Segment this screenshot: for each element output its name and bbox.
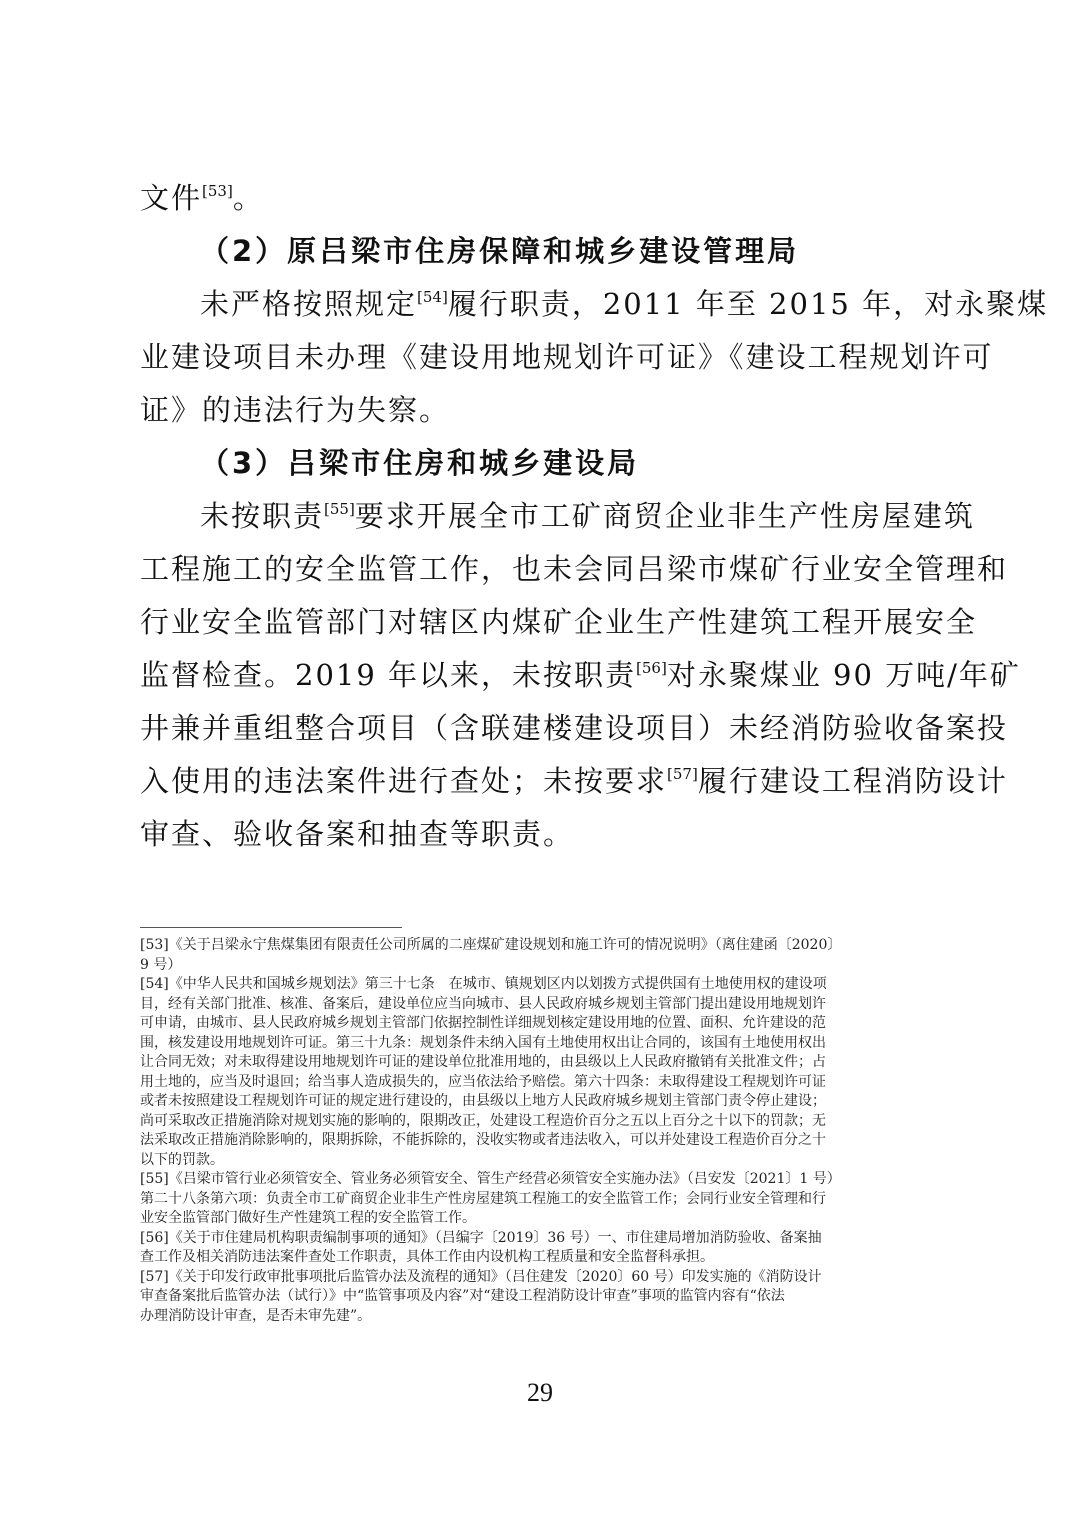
footnote-ref[interactable]: [56]	[636, 659, 667, 677]
footnote-separator	[140, 927, 402, 928]
paragraph-2-line: 业建设项目未办理《建设用地规划许可证》《建设工程规划许可	[140, 340, 994, 374]
footnote-ref[interactable]: [55]	[324, 500, 355, 518]
paragraph-3-line: 审查、验收备案和抽查等职责。	[140, 817, 575, 851]
text-span: 未按职责	[200, 499, 325, 533]
paragraph-2-line: 证》的违法行为失察。	[140, 393, 451, 427]
text-span: 要求开展全市工矿商贸企业非生产性房屋建筑	[354, 499, 975, 533]
footnote-55	[140, 1170, 940, 1229]
footnote-line: 第二十八条第六项：负责全市工矿商贸企业非生产性房屋建筑工程施工的安全监管工作；会同行业安全管理和行	[140, 1190, 826, 1207]
footnote-57	[140, 1268, 940, 1327]
paragraph-3-line: 工程施工的安全监管工作，也未会同吕梁市煤矿行业安全管理和	[140, 552, 1009, 586]
section-heading-2: （2）原吕梁市住房保障和城乡建设管理局	[200, 234, 800, 268]
footnote-line: 以下的罚款。	[140, 1151, 224, 1168]
footnote-line: 办理消防设计审查，是否未审先建”。	[140, 1307, 372, 1324]
main-text	[140, 172, 1049, 861]
paragraph-3-line	[140, 649, 1021, 702]
footnote-line: 业安全监管部门做好生产性建筑工程的安全监管工作。	[140, 1210, 476, 1226]
footnote-line: 用土地的，应当及时退回；给当事人造成损失的，应当依法给予赔偿。第六十四条：未取得建设工程规划许可证	[140, 1073, 826, 1090]
text-span: 监督检查。2019 年以来，未按职责	[140, 658, 637, 692]
text-span: 履行建设工程消防设计	[697, 764, 1008, 798]
footnote-56	[140, 1229, 940, 1268]
footnote-line: [56]《关于市住建局机构职责编制事项的通知》（吕编字〔2019〕36 号）一、市住建局增加消防验收、备案抽	[140, 1229, 822, 1246]
text-span: 履行职责，2011 年至 2015 年，对永聚煤	[447, 287, 1049, 321]
footnote-ref[interactable]: [54]	[417, 288, 448, 306]
footnotes	[140, 936, 940, 1326]
footnote-line: 可申请，由城市、县人民政府城乡规划主管部门依据控制性详细规划核定建设用地的位置、面积、允许建设的范	[140, 1015, 826, 1031]
paragraph-3-line	[140, 490, 975, 543]
footnote-ref[interactable]: [57]	[667, 765, 698, 783]
text-span: 未严格按照规定	[200, 287, 418, 321]
footnote-line: [55]《吕梁市管行业必须管安全、管业务必须管安全、管生产经营必须管安全实施办法》（吕安发〔2021〕1 号）	[140, 1171, 841, 1187]
paragraph-3-line: 井兼并重组整合项目（含联建楼建设项目）未经消防验收备案投	[140, 711, 1009, 745]
text-span: 。	[232, 181, 264, 215]
footnote-line: [53]《关于吕梁永宁焦煤集团有限责任公司所属的二座煤矿建设规划和施工许可的情况说明》（离住建函〔2020〕	[140, 937, 842, 953]
footnote-line: 围，核发建设用地规划许可证。第三十九条：规划条件未纳入国有土地使用权出让合同的，该国有土地使用权出	[140, 1034, 826, 1051]
text-span: 文件	[140, 181, 203, 215]
footnote-line: 目，经有关部门批准、核准、备案后，建设单位应当向城市、县人民政府城乡规划主管部门提出建设用地规划许	[140, 995, 826, 1012]
footnote-54	[140, 975, 940, 1170]
footnote-line: [57]《关于印发行政审批事项批后监管办法及流程的通知》（吕住建发〔2020〕60 号）印发实施的《消防设计	[140, 1268, 822, 1285]
footnote-line: 或者未按照建设工程规划许可证的规定进行建设的，由县级以上地方人民政府城乡规划主管部门责令停止建设；	[140, 1093, 826, 1109]
footnote-53	[140, 936, 940, 975]
paragraph-1-end	[140, 172, 940, 225]
footnote-line: 查工作及相关消防违法案件查处工作职责，具体工作由内设机构工程质量和安全监督科承担。	[140, 1249, 714, 1265]
text-span: 对永聚煤业 90 万吨/年矿	[666, 658, 1021, 692]
page-number: 29	[527, 1378, 553, 1407]
footnote-line: 让合同无效；对未取得建设用地规划许可证的建设单位批准用地的，由县级以上人民政府撤销有关批准文件；占	[140, 1054, 826, 1070]
paragraph-3-line	[140, 755, 1008, 808]
section-heading-3: （3）吕梁市住房和城乡建设局	[200, 446, 640, 480]
footnote-line: 审查备案批后监管办法（试行）》中“监管事项及内容”对“建设工程消防设计审查”事项的监管内容有“依法	[140, 1288, 785, 1304]
paragraph-3-line: 行业安全监管部门对辖区内煤矿企业生产性建筑工程开展安全	[140, 605, 978, 639]
footnote-line: [54]《中华人民共和国城乡规划法》第三十七条 在城市、镇规划区内以划拨方式提供国有土地使用权的建设项	[140, 976, 827, 992]
footnote-ref[interactable]: [53]	[202, 182, 233, 200]
text-span: 入使用的违法案件进行查处；未按要求	[140, 764, 668, 798]
footnote-line: 尚可采取改正措施消除对规划实施的影响的，限期改正，处建设工程造价百分之五以上百分之十以下的罚款；无	[140, 1112, 826, 1129]
footnote-line: 9 号）	[140, 956, 182, 973]
footnote-line: 法采取改正措施消除影响的，限期拆除，不能拆除的，没收实物或者违法收入，可以并处建设工程造价百分之十	[140, 1132, 826, 1148]
paragraph-2-line	[140, 278, 1049, 331]
